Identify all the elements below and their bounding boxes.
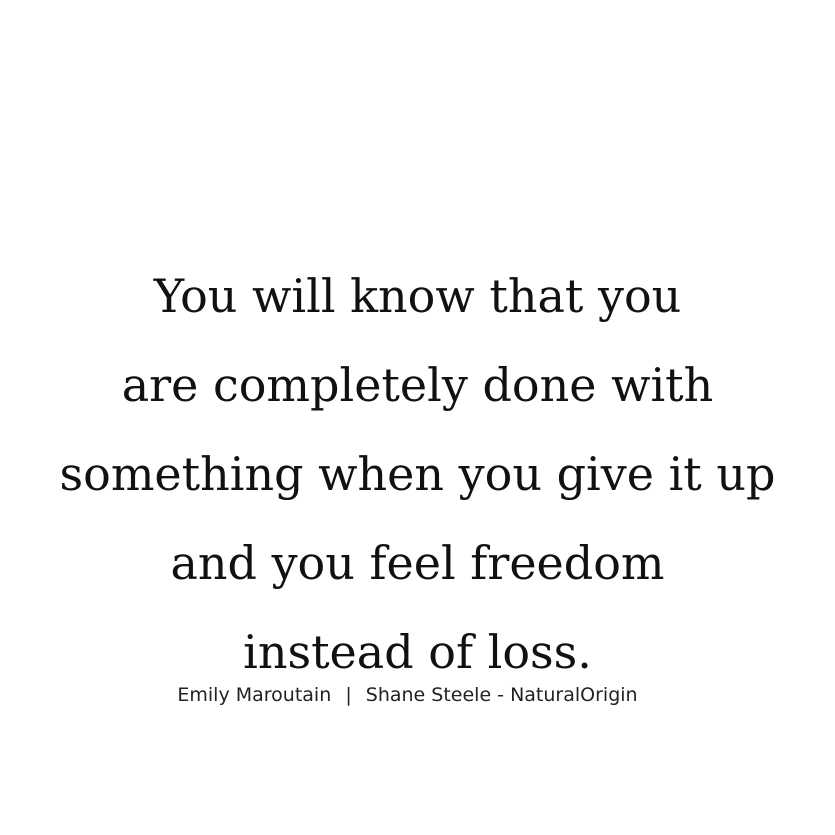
quote-line-1: You will know that you [153,269,682,323]
attribution [0,684,815,706]
attribution-source: Shane Steele - NaturalOrigin [365,684,638,706]
quote-line-4: and you feel freedom [170,536,665,590]
quote-line-2: are completely done with [121,358,714,412]
author-name: Emily Maroutain [177,684,332,706]
quote-line-5: instead of loss. [243,625,592,679]
quote-text [0,252,835,697]
quote-line-3: something when you give it up [59,447,776,501]
attribution-separator: | [345,684,352,706]
